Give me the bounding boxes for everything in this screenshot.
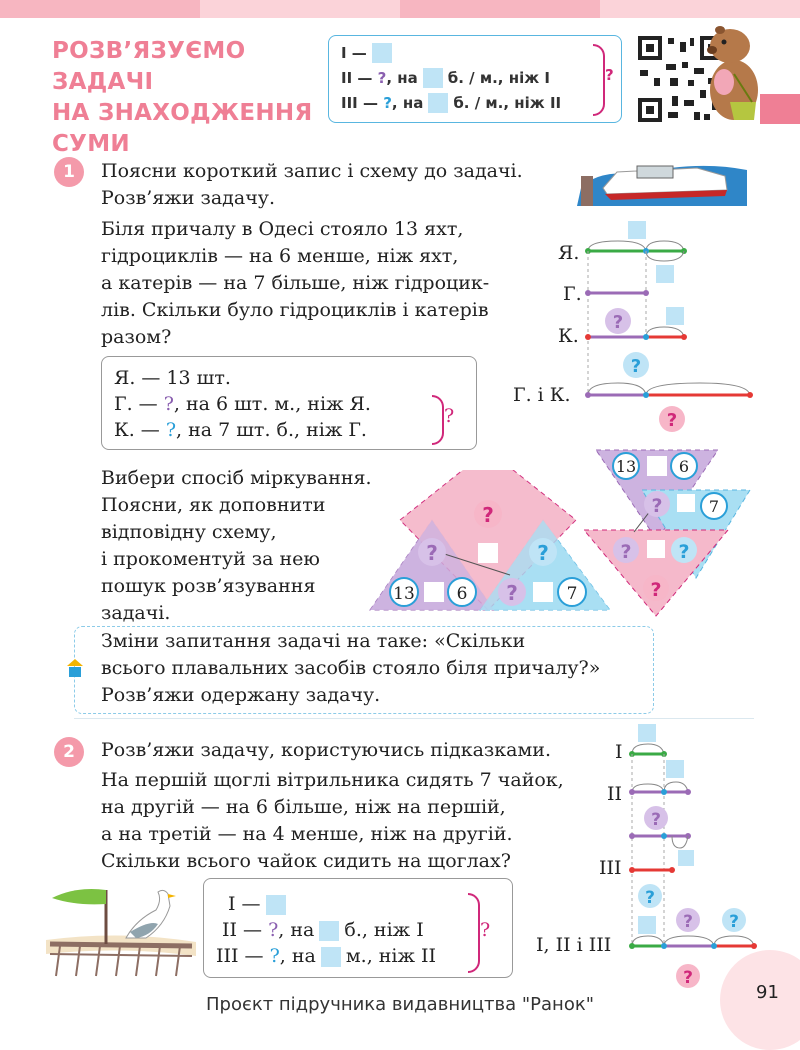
svg-text:?: ? [651, 810, 661, 830]
label-g: Г. [563, 283, 582, 305]
page-title: РОЗВ’ЯЗУЄМО ЗАДАЧІ НА ЗНАХОДЖЕННЯ СУМИ [52, 38, 313, 157]
blank-square [423, 68, 443, 88]
task2-problem: На першій щоглі вітрильника сидять 7 чайок, на другій — на 6 більше, ніж на першій, а на третій — на 4 менше, ніж на другій. Скільки всього чайок сидить на щоглах? [101, 769, 564, 872]
segment-diagram-2 [626, 722, 760, 992]
page-number: 91 [756, 982, 779, 1003]
svg-text:7: 7 [708, 497, 720, 516]
corner-stripe [760, 94, 800, 124]
section-divider [74, 718, 754, 719]
svg-text:?: ? [537, 541, 549, 565]
svg-text:?: ? [506, 581, 518, 605]
svg-text:?: ? [678, 541, 690, 563]
task1-problem: Біля причалу в Одесі стояло 13 яхт, гідроциклів — на 6 менше, ніж яхт, а катерів — на 7 більше, ніж гідроцик- лів. Скільки було гідроциклів і катерів разом? [101, 218, 490, 348]
svg-text:?: ? [666, 410, 678, 431]
svg-text:?: ? [729, 912, 739, 932]
task2-intro: Розв’яжи задачу, користуючись підказками. [101, 739, 551, 761]
seagull-mast-illustration [46, 880, 196, 978]
svg-text:?: ? [426, 541, 438, 565]
top-color-bar [0, 0, 800, 18]
blank-square [321, 947, 341, 967]
short-record-box: Я. — 13 шт. Г. — ?, на 6 шт. м., ніж Я. К. — ?, на 7 шт. б., ніж Г. ? [101, 356, 477, 450]
svg-text:?: ? [482, 503, 494, 527]
svg-text:7: 7 [566, 584, 578, 604]
svg-text:?: ? [620, 541, 632, 563]
svg-text:13: 13 [615, 457, 637, 476]
task-number-badge: 2 [54, 737, 84, 767]
svg-text:?: ? [683, 912, 693, 932]
capybara-mascot [700, 22, 764, 122]
svg-text:?: ? [612, 312, 624, 333]
label-all: I, II і III [536, 934, 612, 956]
svg-text:?: ? [630, 356, 642, 377]
svg-text:6: 6 [456, 584, 468, 604]
label-gk: Г. і К. [513, 384, 571, 406]
svg-text:13: 13 [393, 584, 415, 604]
house-icon [66, 658, 84, 678]
task1-choose-text: Вибери спосіб міркування. Поясни, як доповнити відповідну схему, і прокоментуй за нею пошук розв’язування задачі. [101, 467, 372, 624]
blank-square [372, 43, 392, 63]
footer-text: Проєкт підручника видавництва "Ранок" [205, 994, 594, 1015]
svg-text:?: ? [645, 888, 655, 908]
triangle-scheme-right [582, 448, 754, 620]
svg-text:?: ? [650, 579, 662, 601]
task-number-badge: 1 [54, 157, 84, 187]
svg-text:?: ? [683, 968, 693, 988]
segment-diagram-1 [580, 215, 760, 435]
short-record-box-2: I — II — ?, на б., ніж I III — ?, на м., ніж II ? [203, 878, 513, 978]
blank-square [266, 895, 286, 915]
blank-square [428, 93, 448, 113]
task1-intro: Поясни короткий запис і схему до задачі. Розв’яжи задачу. [101, 160, 523, 209]
label-ii: II [607, 783, 623, 805]
triangle-scheme-left [360, 470, 615, 615]
scheme-box: I — II — ? , на б. / м., ніж I III — ? , на б. / м., ніж II ? [328, 35, 622, 123]
svg-text:?: ? [651, 495, 663, 517]
label-k: К. [558, 325, 579, 347]
blank-square [319, 921, 339, 941]
extra-task-text: Зміни запитання задачі на таке: «Скільки всього плавальних засобів стояло біля причалу?» Розв’яжи одержану задачу. [101, 630, 601, 706]
label-iii: III [599, 857, 622, 879]
svg-text:6: 6 [678, 457, 690, 476]
label-i: I [615, 741, 623, 763]
label-ya: Я. [558, 242, 580, 264]
motorboat-illustration [577, 150, 752, 208]
